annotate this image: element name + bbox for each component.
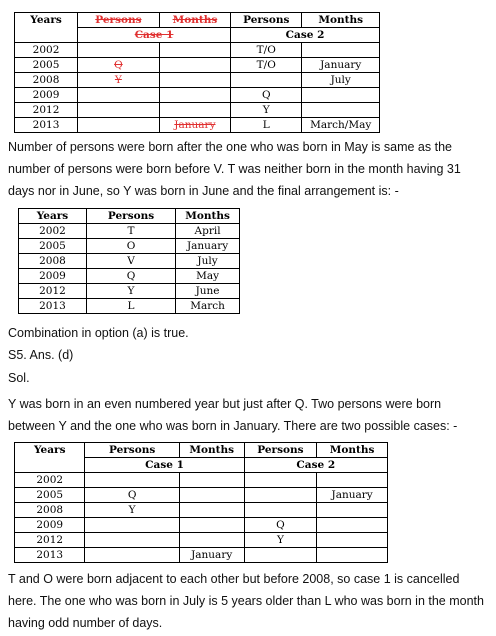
table-row bbox=[15, 118, 380, 133]
cell: Q bbox=[231, 88, 302, 103]
cell-year: 2013 bbox=[15, 548, 85, 563]
cell: July bbox=[302, 73, 380, 88]
paragraph-explanation-2: Y was born in an even numbered year but just after Q. Two persons were born between Y and the one who was born in January. There are two possible cases: - bbox=[8, 397, 458, 433]
cell: January bbox=[176, 239, 240, 254]
cell bbox=[179, 533, 244, 548]
table-row bbox=[19, 284, 240, 299]
cell: O bbox=[86, 239, 175, 254]
cell bbox=[85, 548, 179, 563]
table-row bbox=[15, 518, 388, 533]
cell bbox=[302, 88, 380, 103]
cell bbox=[78, 103, 160, 118]
table-row bbox=[19, 239, 240, 254]
cell: January bbox=[159, 118, 230, 133]
cell bbox=[85, 473, 179, 488]
header-months-case2: Months bbox=[317, 443, 388, 458]
final-arrangement-table bbox=[18, 208, 240, 314]
header-persons-case1: Persons bbox=[85, 443, 179, 458]
cell-year: 2002 bbox=[15, 473, 85, 488]
cell-year: 2008 bbox=[15, 503, 85, 518]
table-row bbox=[19, 269, 240, 284]
table-row bbox=[19, 254, 240, 269]
paragraph-explanation-1: Number of persons were born after the one who was born in May is same as the number of persons were born before V. T was neither born in the month having 31 days nor in June, so Y was born in June and the final arrangement is: - bbox=[8, 140, 461, 198]
cell: L bbox=[86, 299, 175, 314]
cell: January bbox=[302, 58, 380, 73]
cell: March/May bbox=[302, 118, 380, 133]
cell: Q bbox=[86, 269, 175, 284]
cell: V bbox=[86, 254, 175, 269]
cell bbox=[159, 73, 230, 88]
cell: June bbox=[176, 284, 240, 299]
header-years: Years bbox=[19, 209, 87, 224]
paragraph-explanation-3: T and O were born adjacent to each other but before 2008, so case 1 is cancelled here. The one who was born in July is 5 years older than L who was born in the month having odd number of days. bbox=[8, 572, 484, 630]
cell: L bbox=[231, 118, 302, 133]
case1-label: Case 1 bbox=[85, 458, 244, 473]
cell bbox=[302, 103, 380, 118]
cell-year: 2009 bbox=[15, 518, 85, 533]
table-row bbox=[15, 473, 388, 488]
header-persons: Persons bbox=[86, 209, 175, 224]
cell-year: 2013 bbox=[15, 118, 78, 133]
cell bbox=[317, 533, 388, 548]
cell bbox=[244, 473, 317, 488]
cell bbox=[317, 548, 388, 563]
cell: January bbox=[179, 548, 244, 563]
table-row bbox=[15, 58, 380, 73]
cell-year: 2005 bbox=[15, 58, 78, 73]
cell bbox=[78, 43, 160, 58]
cell bbox=[317, 518, 388, 533]
cell: Y bbox=[86, 284, 175, 299]
header-months-case1: Months bbox=[179, 443, 244, 458]
cell-year: 2013 bbox=[19, 299, 87, 314]
header-years: Years bbox=[15, 13, 78, 43]
header-months-case1: Months bbox=[159, 13, 230, 28]
cell-year: 2002 bbox=[15, 43, 78, 58]
cell-year: 2012 bbox=[19, 284, 87, 299]
cell-year: 2012 bbox=[15, 103, 78, 118]
table-row bbox=[15, 88, 380, 103]
cell bbox=[317, 503, 388, 518]
cell: July bbox=[176, 254, 240, 269]
cell: January bbox=[317, 488, 388, 503]
table-row bbox=[15, 73, 380, 88]
cell: Y bbox=[85, 503, 179, 518]
paragraph-answer: S5. Ans. (d) bbox=[8, 348, 74, 362]
case2-label: Case 2 bbox=[231, 28, 380, 43]
header-months: Months bbox=[176, 209, 240, 224]
header-months-case2: Months bbox=[302, 13, 380, 28]
cell-year: 2008 bbox=[19, 254, 87, 269]
cell: Q bbox=[244, 518, 317, 533]
table-row bbox=[15, 43, 380, 58]
cell: T bbox=[86, 224, 175, 239]
cell bbox=[159, 103, 230, 118]
cell: May bbox=[176, 269, 240, 284]
cell: March bbox=[176, 299, 240, 314]
cell: T/O bbox=[231, 58, 302, 73]
cell bbox=[302, 43, 380, 58]
table-row bbox=[15, 103, 380, 118]
cell bbox=[231, 73, 302, 88]
table-row bbox=[15, 503, 388, 518]
cell: Q bbox=[78, 58, 160, 73]
header-persons-case2: Persons bbox=[244, 443, 317, 458]
cell: Q bbox=[85, 488, 179, 503]
cell-year: 2012 bbox=[15, 533, 85, 548]
cell bbox=[78, 88, 160, 103]
cell bbox=[244, 503, 317, 518]
cell: April bbox=[176, 224, 240, 239]
possible-cases-table bbox=[14, 442, 388, 563]
cell-year: 2008 bbox=[15, 73, 78, 88]
cell bbox=[179, 473, 244, 488]
cell bbox=[85, 518, 179, 533]
cell-year: 2005 bbox=[19, 239, 87, 254]
cell bbox=[244, 488, 317, 503]
cell bbox=[78, 118, 160, 133]
cell: Y bbox=[244, 533, 317, 548]
cell bbox=[179, 488, 244, 503]
table-row bbox=[15, 533, 388, 548]
case2-label: Case 2 bbox=[244, 458, 387, 473]
cell bbox=[85, 533, 179, 548]
cell-year: 2005 bbox=[15, 488, 85, 503]
table-row bbox=[15, 548, 388, 563]
cell: T/O bbox=[231, 43, 302, 58]
table-row bbox=[19, 224, 240, 239]
table-row bbox=[19, 299, 240, 314]
cell bbox=[179, 518, 244, 533]
cell: Y bbox=[231, 103, 302, 118]
header-years: Years bbox=[15, 443, 85, 473]
cell: Y bbox=[78, 73, 160, 88]
cell bbox=[179, 503, 244, 518]
cell bbox=[159, 88, 230, 103]
cell bbox=[244, 548, 317, 563]
arrangement-table-cases bbox=[14, 12, 380, 133]
paragraph-solution-label: Sol. bbox=[8, 371, 30, 385]
cell bbox=[317, 473, 388, 488]
header-persons-case1: Persons bbox=[78, 13, 160, 28]
cell-year: 2009 bbox=[19, 269, 87, 284]
cell bbox=[159, 43, 230, 58]
header-persons-case2: Persons bbox=[231, 13, 302, 28]
cell bbox=[159, 58, 230, 73]
cell-year: 2002 bbox=[19, 224, 87, 239]
case1-label: Case 1 bbox=[78, 28, 231, 43]
cell-year: 2009 bbox=[15, 88, 78, 103]
paragraph-combination: Combination in option (a) is true. bbox=[8, 326, 189, 340]
table-row bbox=[15, 488, 388, 503]
